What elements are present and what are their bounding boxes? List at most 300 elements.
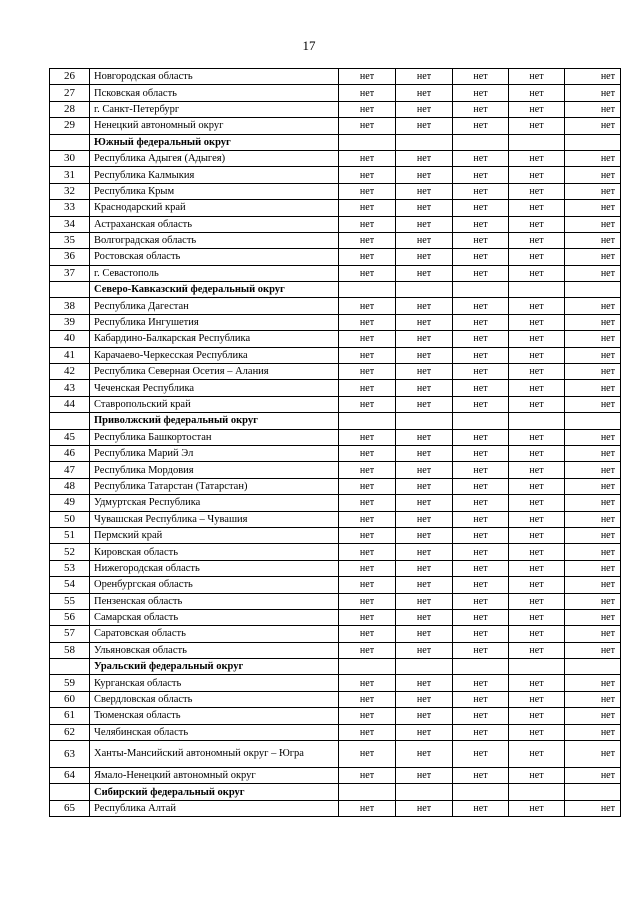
district-empty-cell [453, 134, 509, 150]
region-name: Саратовская область [90, 626, 339, 642]
row-number: 59 [50, 675, 90, 691]
value-cell: нет [396, 298, 453, 314]
district-empty-cell [453, 413, 509, 429]
region-name: Оренбургская область [90, 577, 339, 593]
value-cell: нет [565, 347, 621, 363]
value-cell: нет [453, 364, 509, 380]
value-cell: нет [396, 429, 453, 445]
value-cell: нет [453, 495, 509, 511]
value-cell: нет [396, 396, 453, 412]
district-name: Приволжский федеральный округ [90, 413, 339, 429]
value-cell: нет [453, 101, 509, 117]
district-number-cell [50, 134, 90, 150]
table-row [50, 216, 621, 232]
value-cell: нет [453, 249, 509, 265]
region-name: Ханты-Мансийский автономный округ – Югра [90, 741, 339, 768]
value-cell: нет [565, 249, 621, 265]
value-cell: нет [565, 216, 621, 232]
value-cell: нет [509, 495, 565, 511]
row-number: 62 [50, 724, 90, 740]
table-row [50, 118, 621, 134]
district-name: Сибирский федеральный округ [90, 784, 339, 800]
row-number: 55 [50, 593, 90, 609]
value-cell: нет [565, 626, 621, 642]
value-cell: нет [339, 544, 396, 560]
district-empty-cell [565, 282, 621, 298]
row-number: 65 [50, 800, 90, 816]
table-row [50, 626, 621, 642]
value-cell: нет [565, 691, 621, 707]
value-cell: нет [565, 527, 621, 543]
value-cell: нет [339, 560, 396, 576]
value-cell: нет [453, 560, 509, 576]
district-row [50, 659, 621, 675]
district-number-cell [50, 659, 90, 675]
row-number: 48 [50, 478, 90, 494]
table-row [50, 642, 621, 658]
district-empty-cell [565, 659, 621, 675]
value-cell: нет [565, 200, 621, 216]
row-number: 49 [50, 495, 90, 511]
value-cell: нет [396, 183, 453, 199]
value-cell: нет [453, 331, 509, 347]
value-cell: нет [509, 577, 565, 593]
row-number: 56 [50, 609, 90, 625]
row-number: 50 [50, 511, 90, 527]
district-empty-cell [396, 659, 453, 675]
value-cell: нет [509, 396, 565, 412]
region-name: Самарская область [90, 609, 339, 625]
value-cell: нет [453, 69, 509, 85]
table-row [50, 331, 621, 347]
region-name: Ненецкий автономный округ [90, 118, 339, 134]
region-name: Чувашская Республика – Чувашия [90, 511, 339, 527]
district-empty-cell [453, 659, 509, 675]
table-row [50, 200, 621, 216]
value-cell: нет [509, 800, 565, 816]
district-empty-cell [509, 784, 565, 800]
value-cell: нет [565, 150, 621, 166]
value-cell: нет [339, 478, 396, 494]
value-cell: нет [453, 527, 509, 543]
region-name: Республика Калмыкия [90, 167, 339, 183]
district-empty-cell [509, 134, 565, 150]
value-cell: нет [565, 380, 621, 396]
district-row [50, 134, 621, 150]
value-cell: нет [509, 150, 565, 166]
value-cell: нет [339, 495, 396, 511]
district-empty-cell [339, 282, 396, 298]
value-cell: нет [396, 609, 453, 625]
table-row [50, 527, 621, 543]
region-name: Республика Марий Эл [90, 445, 339, 461]
district-name: Южный федеральный округ [90, 134, 339, 150]
value-cell: нет [453, 347, 509, 363]
value-cell: нет [509, 347, 565, 363]
value-cell: нет [339, 183, 396, 199]
table-row [50, 800, 621, 816]
district-empty-cell [565, 134, 621, 150]
table-row [50, 462, 621, 478]
table-row [50, 560, 621, 576]
region-name: Кабардино-Балкарская Республика [90, 331, 339, 347]
value-cell: нет [453, 609, 509, 625]
district-empty-cell [396, 413, 453, 429]
table-row [50, 495, 621, 511]
value-cell: нет [565, 462, 621, 478]
value-cell: нет [509, 691, 565, 707]
value-cell: нет [396, 675, 453, 691]
value-cell: нет [453, 150, 509, 166]
value-cell: нет [339, 69, 396, 85]
value-cell: нет [509, 527, 565, 543]
regions-table-body [50, 69, 621, 817]
value-cell: нет [453, 593, 509, 609]
district-empty-cell [396, 134, 453, 150]
row-number: 37 [50, 265, 90, 281]
value-cell: нет [396, 511, 453, 527]
value-cell: нет [396, 445, 453, 461]
value-cell: нет [339, 675, 396, 691]
value-cell: нет [565, 101, 621, 117]
district-number-cell [50, 413, 90, 429]
value-cell: нет [509, 364, 565, 380]
region-name: Республика Алтай [90, 800, 339, 816]
value-cell: нет [396, 577, 453, 593]
value-cell: нет [453, 511, 509, 527]
table-row [50, 577, 621, 593]
value-cell: нет [339, 462, 396, 478]
value-cell: нет [509, 183, 565, 199]
row-number: 52 [50, 544, 90, 560]
row-number: 40 [50, 331, 90, 347]
row-number: 42 [50, 364, 90, 380]
value-cell: нет [396, 101, 453, 117]
value-cell: нет [339, 445, 396, 461]
value-cell: нет [339, 331, 396, 347]
table-row [50, 544, 621, 560]
value-cell: нет [396, 314, 453, 330]
value-cell: нет [565, 85, 621, 101]
table-row [50, 69, 621, 85]
value-cell: нет [396, 495, 453, 511]
district-empty-cell [339, 659, 396, 675]
row-number: 31 [50, 167, 90, 183]
value-cell: нет [509, 232, 565, 248]
row-number: 41 [50, 347, 90, 363]
table-row [50, 593, 621, 609]
value-cell: нет [396, 691, 453, 707]
value-cell: нет [396, 85, 453, 101]
value-cell: нет [396, 118, 453, 134]
table-row [50, 183, 621, 199]
value-cell: нет [509, 544, 565, 560]
row-number: 32 [50, 183, 90, 199]
value-cell: нет [509, 708, 565, 724]
region-name: Республика Северная Осетия – Алания [90, 364, 339, 380]
value-cell: нет [339, 724, 396, 740]
value-cell: нет [565, 593, 621, 609]
value-cell: нет [509, 200, 565, 216]
value-cell: нет [396, 167, 453, 183]
value-cell: нет [453, 741, 509, 768]
region-name: Волгоградская область [90, 232, 339, 248]
region-name: Чеченская Республика [90, 380, 339, 396]
page-number: 17 [302, 38, 316, 53]
district-empty-cell [509, 282, 565, 298]
table-row [50, 314, 621, 330]
value-cell: нет [453, 800, 509, 816]
row-number: 34 [50, 216, 90, 232]
value-cell: нет [565, 298, 621, 314]
table-row [50, 380, 621, 396]
value-cell: нет [509, 462, 565, 478]
table-row [50, 691, 621, 707]
value-cell: нет [453, 708, 509, 724]
value-cell: нет [509, 331, 565, 347]
value-cell: нет [565, 167, 621, 183]
value-cell: нет [396, 200, 453, 216]
region-name: г. Санкт-Петербург [90, 101, 339, 117]
value-cell: нет [565, 478, 621, 494]
value-cell: нет [396, 642, 453, 658]
table-row [50, 724, 621, 740]
table-row [50, 265, 621, 281]
region-name: Краснодарский край [90, 200, 339, 216]
value-cell: нет [509, 445, 565, 461]
table-row [50, 478, 621, 494]
region-name: Пензенская область [90, 593, 339, 609]
row-number: 43 [50, 380, 90, 396]
row-number: 36 [50, 249, 90, 265]
row-number: 38 [50, 298, 90, 314]
value-cell: нет [396, 560, 453, 576]
value-cell: нет [565, 708, 621, 724]
district-empty-cell [396, 784, 453, 800]
value-cell: нет [339, 265, 396, 281]
value-cell: нет [453, 429, 509, 445]
value-cell: нет [453, 478, 509, 494]
value-cell: нет [396, 478, 453, 494]
row-number: 45 [50, 429, 90, 445]
table-row [50, 347, 621, 363]
table-row [50, 396, 621, 412]
value-cell: нет [565, 741, 621, 768]
value-cell: нет [509, 69, 565, 85]
value-cell: нет [396, 741, 453, 768]
value-cell: нет [565, 429, 621, 445]
value-cell: нет [339, 249, 396, 265]
value-cell: нет [396, 544, 453, 560]
value-cell: нет [396, 462, 453, 478]
value-cell: нет [453, 183, 509, 199]
row-number: 51 [50, 527, 90, 543]
value-cell: нет [453, 544, 509, 560]
value-cell: нет [565, 609, 621, 625]
row-number: 30 [50, 150, 90, 166]
region-name: Челябинская область [90, 724, 339, 740]
value-cell: нет [339, 232, 396, 248]
value-cell: нет [453, 85, 509, 101]
value-cell: нет [396, 593, 453, 609]
value-cell: нет [453, 232, 509, 248]
value-cell: нет [339, 216, 396, 232]
region-name: Ульяновская область [90, 642, 339, 658]
district-row [50, 413, 621, 429]
region-name: Республика Адыгея (Адыгея) [90, 150, 339, 166]
value-cell: нет [509, 593, 565, 609]
region-name: Удмуртская Республика [90, 495, 339, 511]
value-cell: нет [453, 675, 509, 691]
row-number: 47 [50, 462, 90, 478]
value-cell: нет [339, 511, 396, 527]
value-cell: нет [339, 609, 396, 625]
value-cell: нет [453, 768, 509, 784]
value-cell: нет [339, 85, 396, 101]
row-number: 46 [50, 445, 90, 461]
value-cell: нет [509, 741, 565, 768]
value-cell: нет [339, 347, 396, 363]
value-cell: нет [396, 626, 453, 642]
region-name: Ямало-Ненецкий автономный округ [90, 768, 339, 784]
value-cell: нет [565, 675, 621, 691]
value-cell: нет [509, 768, 565, 784]
table-row [50, 249, 621, 265]
region-name: Республика Крым [90, 183, 339, 199]
table-row [50, 150, 621, 166]
value-cell: нет [396, 216, 453, 232]
district-name: Уральский федеральный округ [90, 659, 339, 675]
value-cell: нет [453, 396, 509, 412]
value-cell: нет [339, 364, 396, 380]
value-cell: нет [453, 216, 509, 232]
value-cell: нет [396, 708, 453, 724]
region-name: Свердловская область [90, 691, 339, 707]
row-number: 26 [50, 69, 90, 85]
value-cell: нет [339, 298, 396, 314]
region-name: Курганская область [90, 675, 339, 691]
row-number: 33 [50, 200, 90, 216]
table-row [50, 511, 621, 527]
district-empty-cell [565, 413, 621, 429]
value-cell: нет [396, 364, 453, 380]
value-cell: нет [565, 560, 621, 576]
value-cell: нет [453, 462, 509, 478]
region-name: Псковская область [90, 85, 339, 101]
value-cell: нет [565, 331, 621, 347]
region-name: Карачаево-Черкесская Республика [90, 347, 339, 363]
value-cell: нет [565, 396, 621, 412]
regions-table [49, 68, 621, 817]
value-cell: нет [509, 560, 565, 576]
row-number: 63 [50, 741, 90, 768]
district-empty-cell [339, 784, 396, 800]
value-cell: нет [339, 527, 396, 543]
value-cell: нет [565, 577, 621, 593]
district-empty-cell [339, 134, 396, 150]
region-name: Республика Дагестан [90, 298, 339, 314]
table-row [50, 741, 621, 768]
value-cell: нет [339, 577, 396, 593]
table-row [50, 445, 621, 461]
value-cell: нет [509, 642, 565, 658]
table-row [50, 768, 621, 784]
table-row [50, 609, 621, 625]
value-cell: нет [339, 118, 396, 134]
value-cell: нет [509, 609, 565, 625]
region-name: Тюменская область [90, 708, 339, 724]
value-cell: нет [565, 265, 621, 281]
value-cell: нет [509, 118, 565, 134]
value-cell: нет [453, 314, 509, 330]
value-cell: нет [509, 101, 565, 117]
value-cell: нет [396, 380, 453, 396]
value-cell: нет [565, 544, 621, 560]
table-row [50, 429, 621, 445]
district-empty-cell [565, 784, 621, 800]
value-cell: нет [509, 478, 565, 494]
value-cell: нет [565, 800, 621, 816]
value-cell: нет [339, 167, 396, 183]
value-cell: нет [509, 249, 565, 265]
region-name: Новгородская область [90, 69, 339, 85]
district-empty-cell [509, 659, 565, 675]
value-cell: нет [396, 265, 453, 281]
region-name: Республика Татарстан (Татарстан) [90, 478, 339, 494]
value-cell: нет [396, 800, 453, 816]
row-number: 53 [50, 560, 90, 576]
region-name: Ростовская область [90, 249, 339, 265]
value-cell: нет [339, 642, 396, 658]
row-number: 57 [50, 626, 90, 642]
row-number: 39 [50, 314, 90, 330]
region-name: Пермский край [90, 527, 339, 543]
value-cell: нет [509, 511, 565, 527]
value-cell: нет [509, 626, 565, 642]
district-empty-cell [453, 784, 509, 800]
row-number: 54 [50, 577, 90, 593]
table-row [50, 364, 621, 380]
table-row [50, 298, 621, 314]
district-number-cell [50, 784, 90, 800]
value-cell: нет [339, 708, 396, 724]
value-cell: нет [565, 445, 621, 461]
row-number: 35 [50, 232, 90, 248]
value-cell: нет [453, 298, 509, 314]
value-cell: нет [565, 364, 621, 380]
value-cell: нет [565, 314, 621, 330]
value-cell: нет [453, 724, 509, 740]
district-empty-cell [339, 413, 396, 429]
value-cell: нет [453, 626, 509, 642]
region-name: Нижегородская область [90, 560, 339, 576]
region-name: Ставропольский край [90, 396, 339, 412]
value-cell: нет [453, 642, 509, 658]
value-cell: нет [339, 396, 396, 412]
value-cell: нет [565, 768, 621, 784]
value-cell: нет [565, 183, 621, 199]
region-name: Астраханская область [90, 216, 339, 232]
value-cell: нет [565, 495, 621, 511]
region-name: Республика Мордовия [90, 462, 339, 478]
district-empty-cell [509, 413, 565, 429]
value-cell: нет [565, 642, 621, 658]
value-cell: нет [453, 118, 509, 134]
value-cell: нет [396, 249, 453, 265]
district-empty-cell [453, 282, 509, 298]
table-row [50, 101, 621, 117]
value-cell: нет [453, 167, 509, 183]
